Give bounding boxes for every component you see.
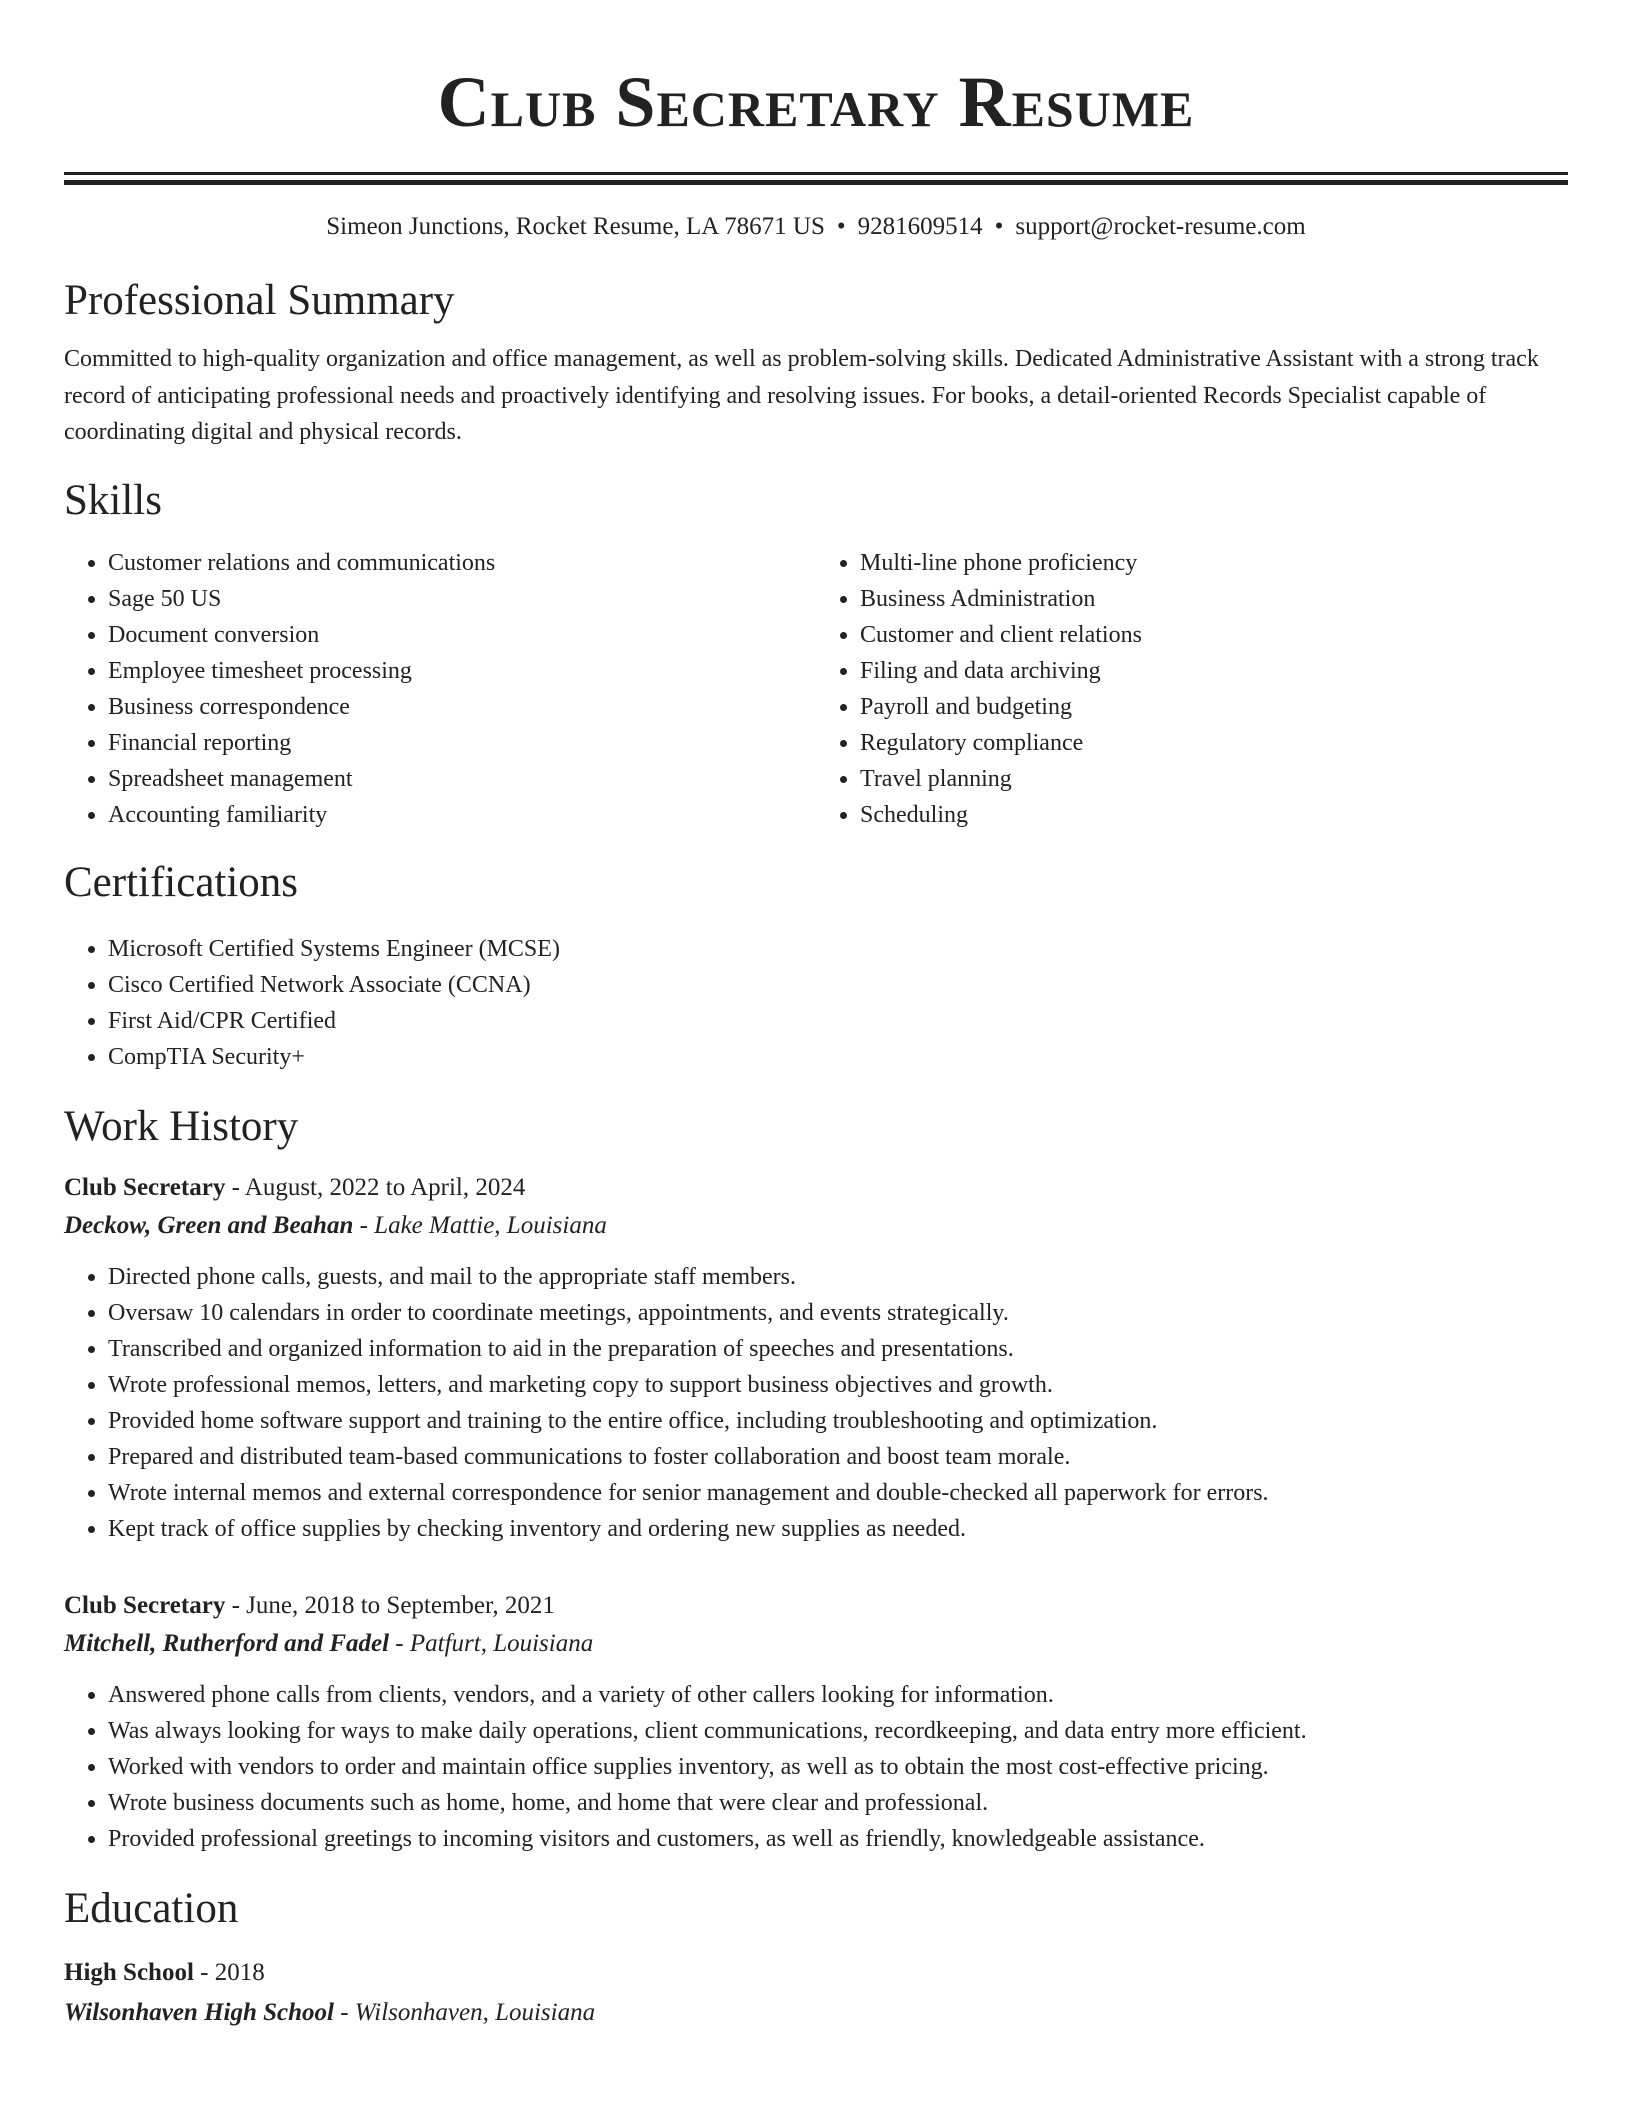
skill-item: • Travel planning — [860, 761, 1568, 797]
education-degree-line — [64, 1953, 1568, 1993]
skills-heading: Skills — [64, 476, 162, 524]
job-location: - Lake Mattie, Louisiana — [353, 1211, 607, 1239]
job-bullets — [64, 1259, 1568, 1547]
skill-item: • Financial reporting — [108, 725, 816, 761]
job-bullet: • Provided home software support and training to the entire office, including troubleshooting and optimization. — [108, 1403, 1568, 1439]
job-dates: - August, 2022 to April, 2024 — [225, 1173, 526, 1201]
skill-item: • Regulatory compliance — [860, 725, 1568, 761]
summary-heading: Professional Summary — [64, 277, 455, 324]
job-company: Mitchell, Rutherford and Fadel — [64, 1629, 390, 1657]
job-bullet: • Wrote business documents such as home, home, and home that were clear and professional. — [108, 1785, 1568, 1821]
job-bullet: • Worked with vendors to order and maintain office supplies inventory, as well as to obtain the most cost-effective pricing. — [108, 1749, 1568, 1785]
certification-item: • Microsoft Certified Systems Engineer (MCSE) — [108, 931, 1568, 967]
header-divider — [64, 172, 1568, 175]
skill-item: • Accounting familiarity — [108, 797, 816, 833]
contact-email[interactable]: support@rocket-resume.com — [1015, 213, 1306, 240]
job-company-line — [64, 1625, 1568, 1663]
job-bullet: • Oversaw 10 calendars in order to coordinate meetings, appointments, and events strategically. — [108, 1295, 1568, 1331]
skill-item: • Customer relations and communications — [108, 545, 816, 581]
skill-item: • Scheduling — [860, 797, 1568, 833]
certification-item: • CompTIA Security+ — [108, 1039, 1568, 1075]
skill-item: • Payroll and budgeting — [860, 689, 1568, 725]
skills-list-right — [816, 545, 1568, 833]
skill-item: • Sage 50 US — [108, 581, 816, 617]
job-title-line — [64, 1169, 1568, 1207]
job-bullet: • Answered phone calls from clients, vendors, and a variety of other callers looking for information. — [108, 1677, 1568, 1713]
skill-item: • Business Administration — [860, 581, 1568, 617]
education-year: - 2018 — [193, 1958, 265, 1986]
skill-item: • Multi-line phone proficiency — [860, 545, 1568, 581]
job-bullets — [64, 1677, 1568, 1857]
job-bullet: • Kept track of office supplies by checking inventory and ordering new supplies as needed. — [108, 1511, 1568, 1547]
education-school-line — [64, 1993, 1568, 2033]
job-bullet: • Wrote internal memos and external correspondence for senior management and double-checked all paperwork for errors. — [108, 1475, 1568, 1511]
education-school: Wilsonhaven High School — [64, 1998, 334, 2026]
job-bullet: • Directed phone calls, guests, and mail to the appropriate staff members. — [108, 1259, 1568, 1295]
skill-item: • Filing and data archiving — [860, 653, 1568, 689]
skill-item: • Document conversion — [108, 617, 816, 653]
certifications-heading: Certifications — [64, 858, 299, 906]
skill-item: • Customer and client relations — [860, 617, 1568, 653]
skill-item: • Business correspondence — [108, 689, 816, 725]
job-bullet: • Prepared and distributed team-based communications to foster collaboration and boost team morale. — [108, 1439, 1568, 1475]
job-location: - Patfurt, Louisiana — [389, 1629, 594, 1657]
job-entry — [64, 1169, 1568, 1547]
contact-separator: • — [994, 213, 1004, 240]
certification-item: • Cisco Certified Network Associate (CCNA) — [108, 967, 1568, 1003]
skills-list-left — [64, 545, 816, 833]
job-bullet: • Transcribed and organized information to aid in the preparation of speeches and presentations. — [108, 1331, 1568, 1367]
job-title-line — [64, 1587, 1568, 1625]
work-history-heading: Work History — [64, 1102, 299, 1150]
job-role: Club Secretary — [64, 1591, 226, 1619]
job-bullet: • Provided professional greetings to incoming visitors and customers, as well as friendly, knowledgeable assistance. — [108, 1821, 1568, 1857]
job-company-line — [64, 1207, 1568, 1245]
skills-columns — [64, 545, 1568, 833]
contact-separator: • — [836, 213, 846, 240]
education-degree: High School — [64, 1958, 194, 1986]
certification-item: • First Aid/CPR Certified — [108, 1003, 1568, 1039]
job-entry — [64, 1587, 1568, 1857]
summary-text: Committed to high-quality organization and office management, as well as problem-solving skills. Dedicated Administrative Assistant with a strong track record of anticipating professional needs and proactively identifying and resolving issues. For books, a detail-oriented Records Specialist capable of coordinating digital and physical records. — [64, 346, 1539, 445]
job-bullet: • Was always looking for ways to make daily operations, client communications, recordkeeping, and data entry more efficient. — [108, 1713, 1568, 1749]
contact-phone: 9281609514 — [857, 213, 983, 240]
education-entry — [64, 1953, 1568, 2033]
contact-line — [64, 211, 1568, 243]
resume-title: Club Secretary Resume — [437, 62, 1195, 142]
job-role: Club Secretary — [64, 1173, 226, 1201]
certifications-list — [64, 931, 1568, 1075]
job-bullet: • Wrote professional memos, letters, and marketing copy to support business objectives and growth. — [108, 1367, 1568, 1403]
job-company: Deckow, Green and Beahan — [64, 1211, 354, 1239]
contact-address: Simeon Junctions, Rocket Resume, LA 78671 US — [326, 213, 825, 240]
skill-item: • Spreadsheet management — [108, 761, 816, 797]
job-dates: - June, 2018 to September, 2021 — [225, 1591, 555, 1619]
skill-item: • Employee timesheet processing — [108, 653, 816, 689]
education-location: - Wilsonhaven, Louisiana — [333, 1998, 596, 2026]
education-heading: Education — [64, 1884, 239, 1932]
